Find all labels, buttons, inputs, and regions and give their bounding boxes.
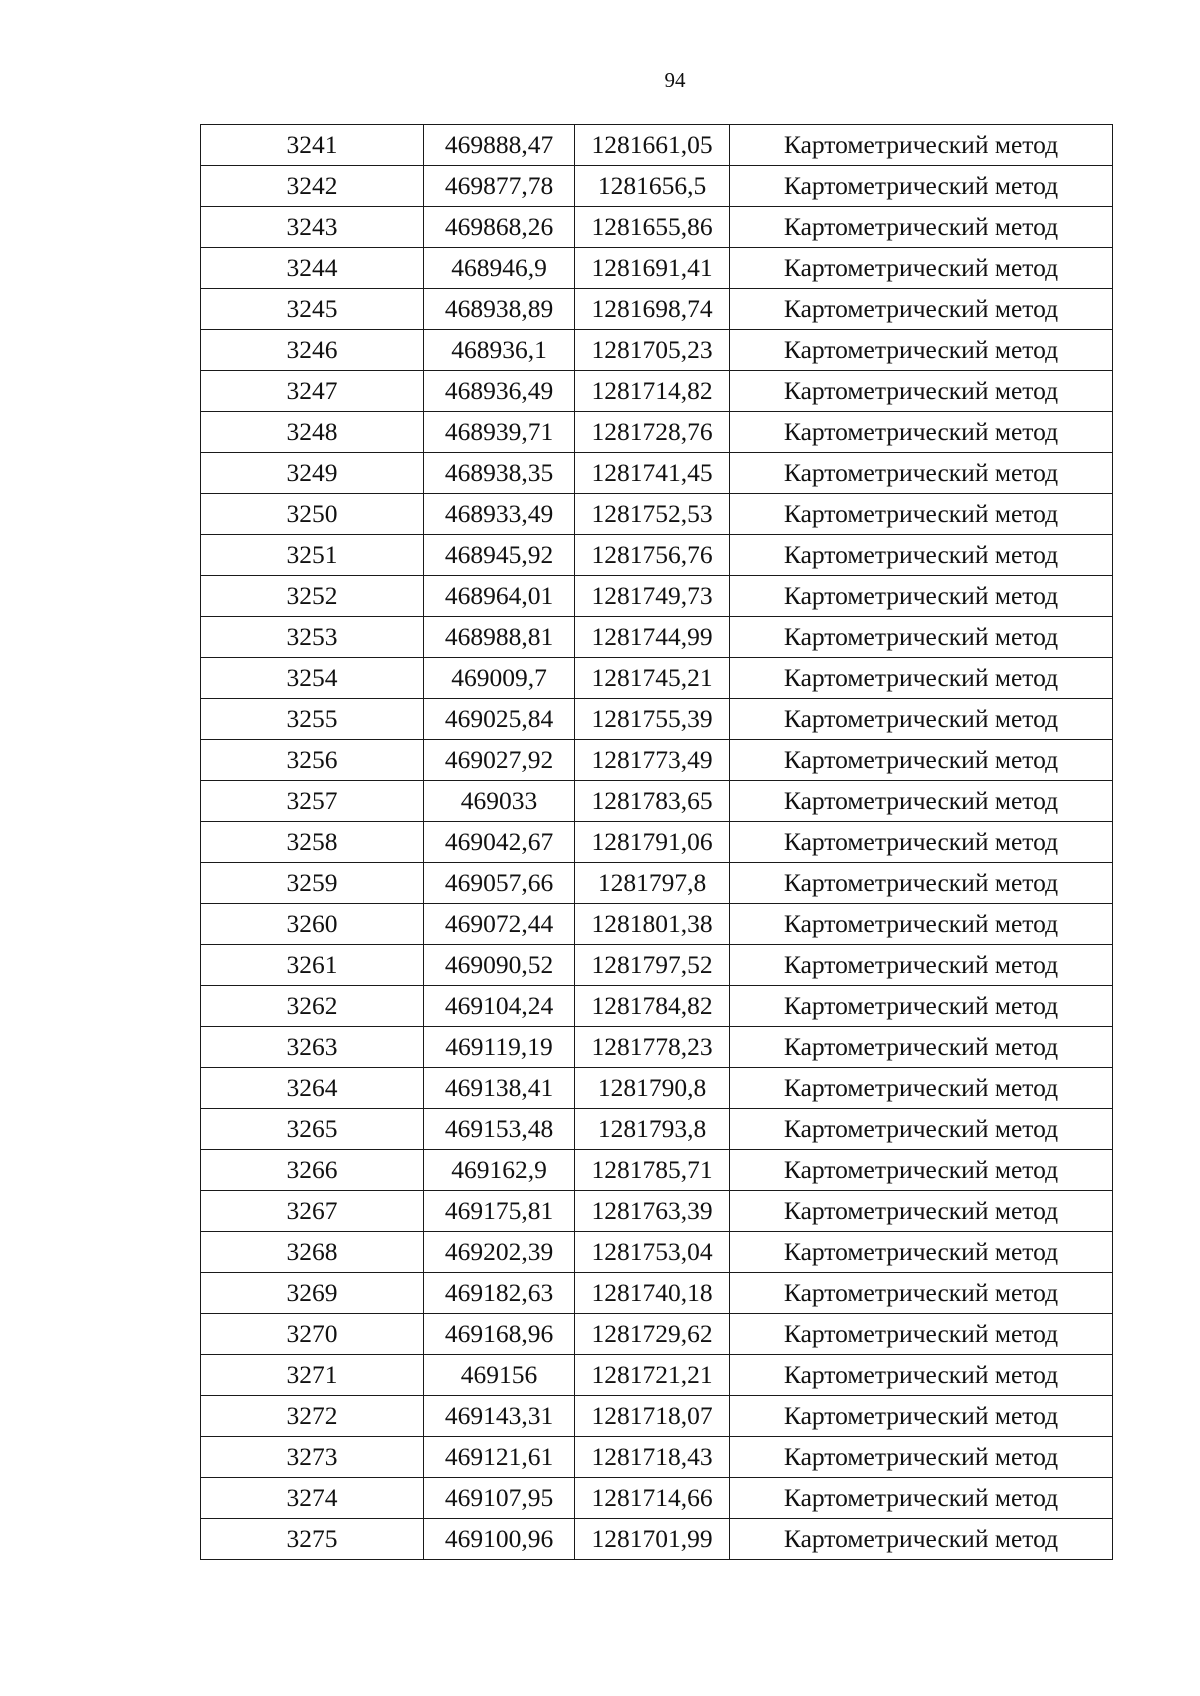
y-coordinate-cell: 1281790,8 <box>575 1068 730 1109</box>
table-row <box>201 699 1113 740</box>
x-coordinate-cell: 469027,92 <box>424 740 575 781</box>
y-coordinate-cell: 1281763,39 <box>575 1191 730 1232</box>
point-number-cell: 3266 <box>201 1150 424 1191</box>
method-cell: Картометрический метод <box>730 781 1113 822</box>
y-coordinate-cell: 1281691,41 <box>575 248 730 289</box>
x-coordinate-cell: 468946,9 <box>424 248 575 289</box>
x-coordinate-cell: 468938,35 <box>424 453 575 494</box>
x-coordinate-cell: 468938,89 <box>424 289 575 330</box>
x-coordinate-cell: 469121,61 <box>424 1437 575 1478</box>
table-row <box>201 207 1113 248</box>
method-cell: Картометрический метод <box>730 1478 1113 1519</box>
table-row <box>201 1478 1113 1519</box>
x-coordinate-cell: 469057,66 <box>424 863 575 904</box>
point-number-cell: 3244 <box>201 248 424 289</box>
point-number-cell: 3265 <box>201 1109 424 1150</box>
table-row <box>201 125 1113 166</box>
point-number-cell: 3260 <box>201 904 424 945</box>
method-cell: Картометрический метод <box>730 535 1113 576</box>
table-row <box>201 289 1113 330</box>
y-coordinate-cell: 1281661,05 <box>575 125 730 166</box>
method-cell: Картометрический метод <box>730 904 1113 945</box>
y-coordinate-cell: 1281701,99 <box>575 1519 730 1560</box>
table-row <box>201 658 1113 699</box>
y-coordinate-cell: 1281728,76 <box>575 412 730 453</box>
x-coordinate-cell: 469202,39 <box>424 1232 575 1273</box>
y-coordinate-cell: 1281656,5 <box>575 166 730 207</box>
x-coordinate-cell: 469104,24 <box>424 986 575 1027</box>
point-number-cell: 3254 <box>201 658 424 699</box>
method-cell: Картометрический метод <box>730 371 1113 412</box>
page-number <box>0 68 1200 93</box>
method-cell: Картометрический метод <box>730 412 1113 453</box>
table-row <box>201 1396 1113 1437</box>
point-number-cell: 3267 <box>201 1191 424 1232</box>
x-coordinate-cell: 468939,71 <box>424 412 575 453</box>
y-coordinate-cell: 1281797,8 <box>575 863 730 904</box>
y-coordinate-cell: 1281797,52 <box>575 945 730 986</box>
x-coordinate-cell: 469009,7 <box>424 658 575 699</box>
point-number-cell: 3258 <box>201 822 424 863</box>
y-coordinate-cell: 1281791,06 <box>575 822 730 863</box>
y-coordinate-cell: 1281714,82 <box>575 371 730 412</box>
method-cell: Картометрический метод <box>730 1068 1113 1109</box>
y-coordinate-cell: 1281783,65 <box>575 781 730 822</box>
point-number-cell: 3271 <box>201 1355 424 1396</box>
x-coordinate-cell: 469090,52 <box>424 945 575 986</box>
point-number-cell: 3246 <box>201 330 424 371</box>
y-coordinate-cell: 1281714,66 <box>575 1478 730 1519</box>
point-number-cell: 3255 <box>201 699 424 740</box>
x-coordinate-cell: 469107,95 <box>424 1478 575 1519</box>
x-coordinate-cell: 468964,01 <box>424 576 575 617</box>
method-cell: Картометрический метод <box>730 576 1113 617</box>
method-cell: Картометрический метод <box>730 289 1113 330</box>
method-cell: Картометрический метод <box>730 1232 1113 1273</box>
table-row <box>201 576 1113 617</box>
method-cell: Картометрический метод <box>730 494 1113 535</box>
point-number-cell: 3245 <box>201 289 424 330</box>
x-coordinate-cell: 469042,67 <box>424 822 575 863</box>
y-coordinate-cell: 1281705,23 <box>575 330 730 371</box>
y-coordinate-cell: 1281749,73 <box>575 576 730 617</box>
x-coordinate-cell: 468936,49 <box>424 371 575 412</box>
y-coordinate-cell: 1281740,18 <box>575 1273 730 1314</box>
y-coordinate-cell: 1281784,82 <box>575 986 730 1027</box>
table-row <box>201 166 1113 207</box>
method-cell: Картометрический метод <box>730 1150 1113 1191</box>
y-coordinate-cell: 1281698,74 <box>575 289 730 330</box>
method-cell: Картометрический метод <box>730 1355 1113 1396</box>
point-number-cell: 3274 <box>201 1478 424 1519</box>
point-number-cell: 3247 <box>201 371 424 412</box>
method-cell: Картометрический метод <box>730 1273 1113 1314</box>
point-number-cell: 3269 <box>201 1273 424 1314</box>
table-row <box>201 453 1113 494</box>
x-coordinate-cell: 469153,48 <box>424 1109 575 1150</box>
point-number-cell: 3270 <box>201 1314 424 1355</box>
point-number-cell: 3253 <box>201 617 424 658</box>
method-cell: Картометрический метод <box>730 248 1113 289</box>
point-number-cell: 3272 <box>201 1396 424 1437</box>
point-number-cell: 3263 <box>201 1027 424 1068</box>
x-coordinate-cell: 469143,31 <box>424 1396 575 1437</box>
point-number-cell: 3248 <box>201 412 424 453</box>
point-number-cell: 3273 <box>201 1437 424 1478</box>
method-cell: Картометрический метод <box>730 658 1113 699</box>
page-number-text: 94 <box>664 68 686 92</box>
table-row <box>201 330 1113 371</box>
point-number-cell: 3275 <box>201 1519 424 1560</box>
x-coordinate-cell: 469072,44 <box>424 904 575 945</box>
method-cell: Картометрический метод <box>730 1109 1113 1150</box>
point-number-cell: 3241 <box>201 125 424 166</box>
table-row <box>201 412 1113 453</box>
table-row <box>201 535 1113 576</box>
method-cell: Картометрический метод <box>730 330 1113 371</box>
point-number-cell: 3252 <box>201 576 424 617</box>
y-coordinate-cell: 1281718,07 <box>575 1396 730 1437</box>
table-row <box>201 1355 1113 1396</box>
x-coordinate-cell: 469025,84 <box>424 699 575 740</box>
y-coordinate-cell: 1281755,39 <box>575 699 730 740</box>
method-cell: Картометрический метод <box>730 207 1113 248</box>
x-coordinate-cell: 469162,9 <box>424 1150 575 1191</box>
table-row <box>201 986 1113 1027</box>
point-number-cell: 3264 <box>201 1068 424 1109</box>
table-row <box>201 904 1113 945</box>
x-coordinate-cell: 469175,81 <box>424 1191 575 1232</box>
method-cell: Картометрический метод <box>730 166 1113 207</box>
point-number-cell: 3257 <box>201 781 424 822</box>
table-row <box>201 822 1113 863</box>
point-number-cell: 3268 <box>201 1232 424 1273</box>
table-row <box>201 1150 1113 1191</box>
method-cell: Картометрический метод <box>730 1027 1113 1068</box>
table-row <box>201 781 1113 822</box>
y-coordinate-cell: 1281785,71 <box>575 1150 730 1191</box>
method-cell: Картометрический метод <box>730 986 1113 1027</box>
y-coordinate-cell: 1281773,49 <box>575 740 730 781</box>
table-row <box>201 740 1113 781</box>
coordinates-table-body <box>201 125 1113 1560</box>
x-coordinate-cell: 469119,19 <box>424 1027 575 1068</box>
x-coordinate-cell: 468988,81 <box>424 617 575 658</box>
y-coordinate-cell: 1281721,21 <box>575 1355 730 1396</box>
method-cell: Картометрический метод <box>730 863 1113 904</box>
table-row <box>201 1519 1113 1560</box>
method-cell: Картометрический метод <box>730 125 1113 166</box>
method-cell: Картометрический метод <box>730 822 1113 863</box>
x-coordinate-cell: 469033 <box>424 781 575 822</box>
point-number-cell: 3256 <box>201 740 424 781</box>
x-coordinate-cell: 468945,92 <box>424 535 575 576</box>
point-number-cell: 3243 <box>201 207 424 248</box>
method-cell: Картометрический метод <box>730 1437 1113 1478</box>
x-coordinate-cell: 469888,47 <box>424 125 575 166</box>
table-row <box>201 1109 1113 1150</box>
table-row <box>201 1068 1113 1109</box>
point-number-cell: 3259 <box>201 863 424 904</box>
table-row <box>201 1314 1113 1355</box>
point-number-cell: 3249 <box>201 453 424 494</box>
y-coordinate-cell: 1281753,04 <box>575 1232 730 1273</box>
table-row <box>201 371 1113 412</box>
method-cell: Картометрический метод <box>730 1519 1113 1560</box>
coordinates-table <box>200 124 1113 1560</box>
x-coordinate-cell: 469868,26 <box>424 207 575 248</box>
x-coordinate-cell: 468936,1 <box>424 330 575 371</box>
table-row <box>201 248 1113 289</box>
y-coordinate-cell: 1281801,38 <box>575 904 730 945</box>
method-cell: Картометрический метод <box>730 617 1113 658</box>
y-coordinate-cell: 1281655,86 <box>575 207 730 248</box>
method-cell: Картометрический метод <box>730 699 1113 740</box>
point-number-cell: 3251 <box>201 535 424 576</box>
table-row <box>201 617 1113 658</box>
table-row <box>201 863 1113 904</box>
table-row <box>201 1232 1113 1273</box>
y-coordinate-cell: 1281756,76 <box>575 535 730 576</box>
table-row <box>201 1191 1113 1232</box>
table-row <box>201 1437 1113 1478</box>
table-row <box>201 1027 1113 1068</box>
method-cell: Картометрический метод <box>730 453 1113 494</box>
table-row <box>201 494 1113 535</box>
table-row <box>201 1273 1113 1314</box>
method-cell: Картометрический метод <box>730 1396 1113 1437</box>
point-number-cell: 3250 <box>201 494 424 535</box>
y-coordinate-cell: 1281745,21 <box>575 658 730 699</box>
method-cell: Картометрический метод <box>730 740 1113 781</box>
y-coordinate-cell: 1281741,45 <box>575 453 730 494</box>
point-number-cell: 3242 <box>201 166 424 207</box>
y-coordinate-cell: 1281729,62 <box>575 1314 730 1355</box>
x-coordinate-cell: 468933,49 <box>424 494 575 535</box>
method-cell: Картометрический метод <box>730 1314 1113 1355</box>
y-coordinate-cell: 1281752,53 <box>575 494 730 535</box>
point-number-cell: 3262 <box>201 986 424 1027</box>
point-number-cell: 3261 <box>201 945 424 986</box>
x-coordinate-cell: 469877,78 <box>424 166 575 207</box>
x-coordinate-cell: 469182,63 <box>424 1273 575 1314</box>
y-coordinate-cell: 1281744,99 <box>575 617 730 658</box>
y-coordinate-cell: 1281793,8 <box>575 1109 730 1150</box>
x-coordinate-cell: 469138,41 <box>424 1068 575 1109</box>
x-coordinate-cell: 469168,96 <box>424 1314 575 1355</box>
method-cell: Картометрический метод <box>730 945 1113 986</box>
y-coordinate-cell: 1281718,43 <box>575 1437 730 1478</box>
y-coordinate-cell: 1281778,23 <box>575 1027 730 1068</box>
method-cell: Картометрический метод <box>730 1191 1113 1232</box>
x-coordinate-cell: 469100,96 <box>424 1519 575 1560</box>
table-row <box>201 945 1113 986</box>
x-coordinate-cell: 469156 <box>424 1355 575 1396</box>
